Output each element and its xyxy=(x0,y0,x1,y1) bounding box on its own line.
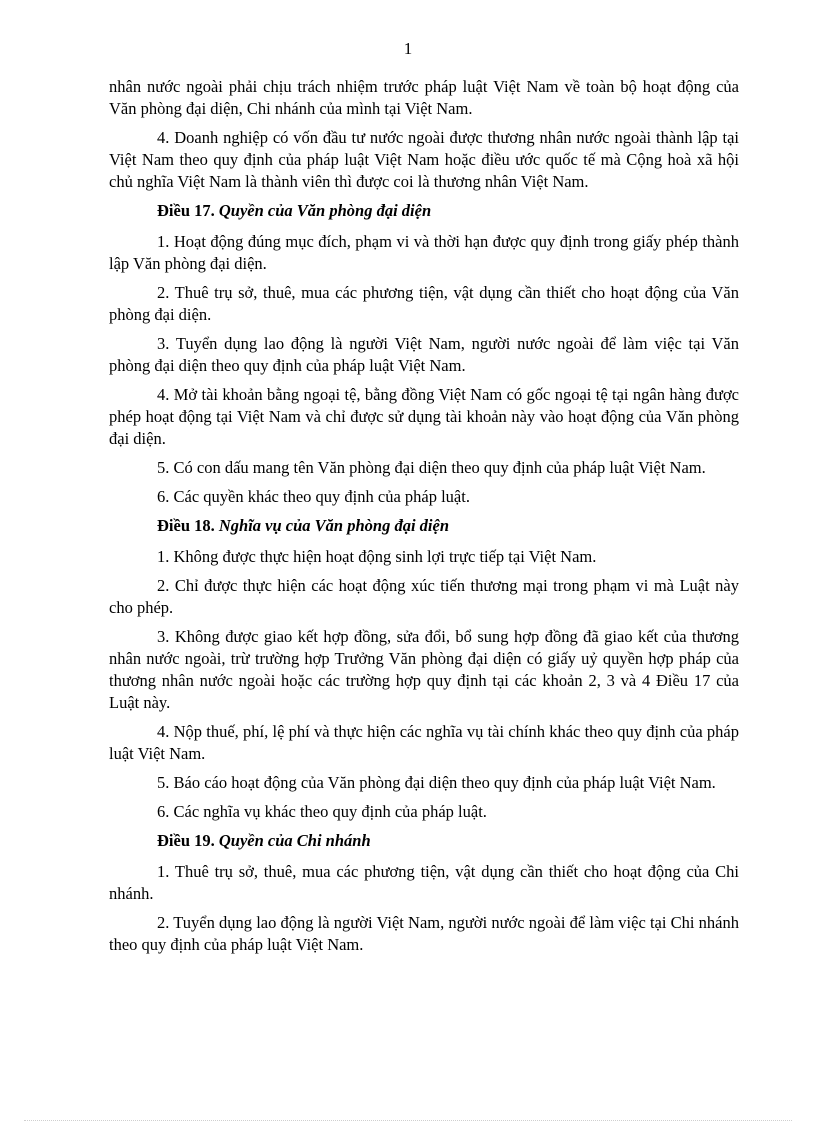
paragraph: 3. Không được giao kết hợp đồng, sửa đổi, bổ sung hợp đồng đã giao kết của thương nhân nước ngoài, trừ trường hợp Trưởng Văn phòng đại diện có giấy uỷ quyền hợp pháp của thương nhân nước ngoài hoặc các trường hợp quy định tại các khoản 2, 3 và 4 Điều 17 của Luật này. xyxy=(109,627,739,712)
paragraph: 1. Không được thực hiện hoạt động sinh lợi trực tiếp tại Việt Nam. xyxy=(157,547,597,566)
paragraph: 2. Thuê trụ sở, thuê, mua các phương tiện, vật dụng cần thiết cho hoạt động của Văn phòng đại diện. xyxy=(109,283,739,324)
paragraph: 4. Doanh nghiệp có vốn đầu tư nước ngoài được thương nhân nước ngoài thành lập tại Việt Nam theo quy định của pháp luật Việt Nam hoặc điều ước quốc tế mà Cộng hoà xã hội chủ nghĩa Việt Nam là thành viên thì được coi là thương nhân Việt Nam. xyxy=(109,128,739,191)
paragraph: 1. Thuê trụ sở, thuê, mua các phương tiện, vật dụng cần thiết cho hoạt động của Chi nhánh. xyxy=(109,862,739,903)
paragraph: 2. Chỉ được thực hiện các hoạt động xúc tiến thương mại trong phạm vi mà Luật này cho phép. xyxy=(109,576,739,617)
paragraph: 5. Có con dấu mang tên Văn phòng đại diện theo quy định của pháp luật Việt Nam. xyxy=(157,458,706,477)
paragraph: 4. Nộp thuế, phí, lệ phí và thực hiện các nghĩa vụ tài chính khác theo quy định của pháp luật Việt Nam. xyxy=(109,722,739,763)
paragraph: 4. Mở tài khoản bằng ngoại tệ, bằng đồng Việt Nam có gốc ngoại tệ tại ngân hàng được phép hoạt động tại Việt Nam và chỉ được sử dụng tài khoản này vào hoạt động của Văn phòng đại diện. xyxy=(109,385,739,448)
document-body xyxy=(109,76,739,963)
paragraph: 1. Hoạt động đúng mục đích, phạm vi và thời hạn được quy định trong giấy phép thành lập Văn phòng đại diện. xyxy=(109,232,739,273)
article-label: Điều 17. xyxy=(157,201,215,220)
article-label: Điều 19. xyxy=(157,831,215,850)
article-label: Điều 18. xyxy=(157,516,215,535)
paragraph: 3. Tuyển dụng lao động là người Việt Nam, người nước ngoài để làm việc tại Văn phòng đại diện theo quy định của pháp luật Việt Nam. xyxy=(109,334,739,375)
article-heading xyxy=(109,200,739,222)
paragraph: nhân nước ngoài phải chịu trách nhiệm trước pháp luật Việt Nam về toàn bộ hoạt động của Văn phòng đại diện, Chi nhánh của mình tại Việt Nam. xyxy=(109,77,739,118)
article-title: Quyền của Chi nhánh xyxy=(218,831,371,850)
page-bottom-divider xyxy=(24,1120,792,1121)
article-title: Quyền của Văn phòng đại diện xyxy=(218,201,432,220)
page-number: 1 xyxy=(403,39,413,58)
paragraph: 6. Các quyền khác theo quy định của pháp luật. xyxy=(157,487,470,506)
paragraph: 5. Báo cáo hoạt động của Văn phòng đại diện theo quy định của pháp luật Việt Nam. xyxy=(157,773,716,792)
article-title: Nghĩa vụ của Văn phòng đại diện xyxy=(218,516,450,535)
article-heading xyxy=(109,830,739,852)
article-heading xyxy=(109,515,739,537)
paragraph: 6. Các nghĩa vụ khác theo quy định của pháp luật. xyxy=(157,802,487,821)
paragraph: 2. Tuyển dụng lao động là người Việt Nam, người nước ngoài để làm việc tại Chi nhánh theo quy định của pháp luật Việt Nam. xyxy=(109,913,739,954)
